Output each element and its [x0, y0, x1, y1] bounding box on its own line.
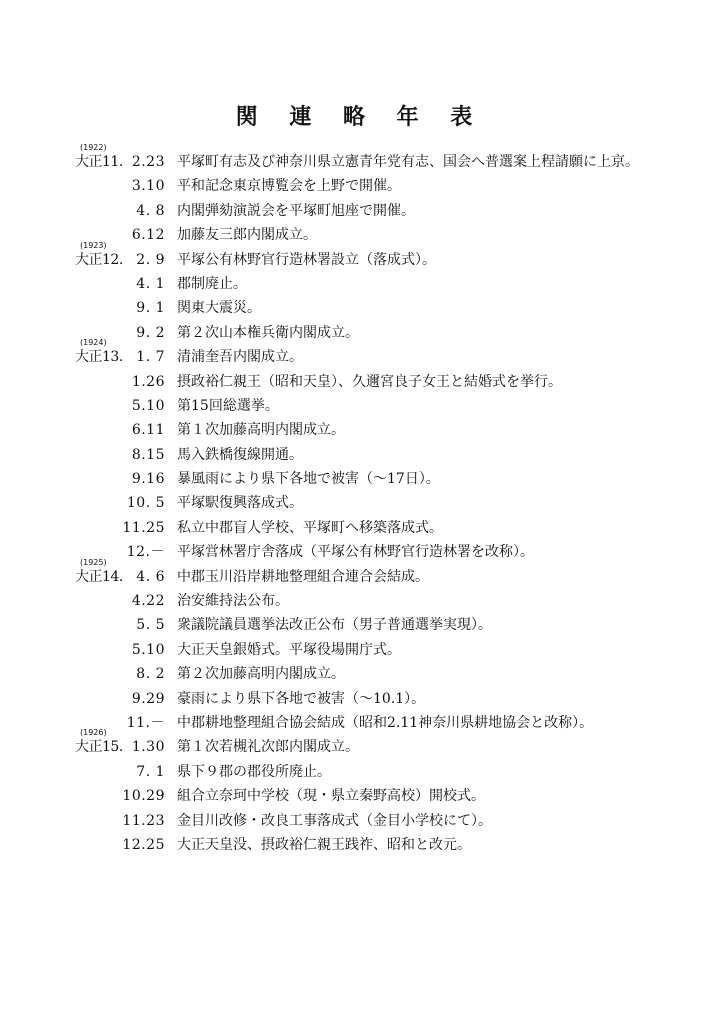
entry-date: 9.16: [131, 471, 165, 488]
western-year-label: (1925): [80, 557, 107, 567]
entry-event: 平塚営林署庁舎落成（平塚公有林野官行造林署を改称）。: [177, 544, 534, 561]
entry-event: 県下９郡の郡役所廃止。: [177, 763, 331, 780]
western-year-label: (1922): [80, 143, 107, 152]
entry-event: 平塚町有志及び神奈川県立憲青年党有志、国会へ普選案上程請願に上京。: [177, 154, 639, 170]
timeline-entry: [0, 728, 720, 759]
timeline-entry: [0, 809, 720, 833]
timeline-entry: [0, 199, 720, 223]
entry-date: 11.23: [122, 812, 165, 829]
entry-event: 摂政裕仁親王（昭和天皇）、久邇宮良子女王と結婚式を挙行。: [177, 373, 562, 390]
timeline-entry: [0, 687, 720, 711]
timeline-entry: [0, 272, 720, 296]
timeline-entry: [0, 296, 720, 320]
entry-date: 11.25: [122, 519, 165, 536]
timeline-entry: [0, 613, 720, 637]
entry-event: 豪雨により県下各地で被害（～10.1）。: [177, 690, 426, 707]
timeline-entry: [0, 394, 720, 418]
entry-event: 関東大震災。: [177, 300, 261, 317]
entry-event: 中郡玉川沿岸耕地整理組合連合会結成。: [177, 568, 429, 585]
entry-event: 私立中郡盲人学校、平塚町へ移築落成式。: [177, 519, 443, 536]
timeline-list: [0, 143, 720, 857]
timeline-entry: [0, 174, 720, 198]
era-year: 大正15.: [75, 739, 123, 756]
entry-event: 金目川改修・改良工事落成式（金目小学校にて）。: [177, 812, 492, 829]
entry-date: 10. 5: [126, 495, 165, 512]
era-year: 大正13.: [75, 349, 123, 366]
entry-event: 第１次若槻礼次郎内閣成立。: [177, 739, 359, 756]
timeline-entry: [0, 370, 720, 394]
entry-event: 大正天皇没、摂政裕仁親王践祚、昭和と改元。: [177, 836, 471, 853]
timeline-entry: [0, 491, 720, 515]
timeline-entry: [0, 711, 720, 738]
timeline-entry: [0, 760, 720, 784]
entry-date: 8.15: [131, 446, 165, 463]
timeline-entry: [0, 143, 720, 174]
entry-date: 12.25: [122, 836, 165, 853]
entry-date: 6.11: [131, 422, 165, 439]
entry-event: 中郡耕地整理組合協会結成（昭和2.11神奈川県耕地協会と改称）。: [177, 714, 594, 731]
timeline-entry: [0, 516, 720, 540]
entry-event: 第15回総選挙。: [177, 397, 279, 414]
page-title: 関 連 略 年 表: [235, 105, 485, 130]
era-year: 大正11.: [75, 154, 123, 170]
entry-event: 大正天皇銀婚式。平塚役場開庁式。: [177, 641, 401, 658]
entry-date: 2.23: [131, 154, 165, 170]
entry-event: 清浦奎吾内閣成立。: [177, 349, 303, 366]
entry-date: 4.22: [131, 593, 165, 610]
entry-event: 第１次加藤高明内閣成立。: [177, 422, 345, 439]
entry-event: 暴風雨により県下各地で被害（～17日）。: [177, 471, 440, 488]
entry-date: 8. 2: [136, 666, 165, 683]
timeline-entry: [0, 784, 720, 808]
entry-date: 4. 6: [136, 568, 165, 585]
entry-date: 4. 1: [136, 275, 165, 292]
timeline-entry: [0, 557, 720, 589]
entry-event: 郡制廃止。: [177, 275, 247, 292]
timeline-entry: [0, 321, 720, 348]
timeline-entry: [0, 418, 720, 442]
entry-date: 9.29: [131, 690, 165, 707]
entry-event: 治安維持法公布。: [177, 593, 289, 610]
entry-date: 5.10: [131, 641, 165, 658]
era-year: 大正12.: [75, 251, 123, 268]
era-year: 大正14.: [75, 568, 123, 585]
entry-event: 組合立奈珂中学校（現・県立秦野高校）開校式。: [177, 788, 485, 805]
entry-date: 9. 2: [136, 324, 165, 341]
western-year-label: (1926): [80, 728, 107, 738]
timeline-entry: [0, 833, 720, 857]
timeline-entry: [0, 338, 720, 369]
timeline-entry: [0, 467, 720, 491]
entry-date: 7. 1: [136, 763, 165, 780]
entry-date: 12.－: [126, 544, 165, 561]
timeline-entry: [0, 662, 720, 686]
entry-event: 加藤友三郎内閣成立。: [177, 227, 317, 244]
entry-date: 5.10: [131, 397, 165, 414]
timeline-entry: [0, 589, 720, 613]
entry-date: 1. 7: [136, 349, 165, 366]
timeline-entry: [0, 223, 720, 247]
entry-date: 3.10: [131, 178, 165, 195]
entry-event: 衆議院議員選挙法改正公布（男子普通選挙実現）。: [177, 617, 492, 634]
entry-event: 平塚公有林野官行造林署設立（落成式）。: [177, 251, 436, 268]
entry-event: 第２次加藤高明内閣成立。: [177, 666, 345, 683]
entry-date: 9. 1: [136, 300, 165, 317]
entry-date: 4. 8: [136, 202, 165, 219]
entry-event: 平塚駅復興落成式。: [177, 495, 303, 512]
entry-date: 10.29: [122, 788, 165, 805]
entry-event: 平和記念東京博覧会を上野で開催。: [177, 178, 401, 195]
entry-date: 1.26: [131, 373, 165, 390]
entry-event: 内閣弾劾演説会を平塚町旭座で開催。: [177, 202, 415, 219]
timeline-entry: [0, 240, 720, 272]
entry-date: 5. 5: [136, 617, 165, 634]
entry-date: 1.30: [131, 739, 165, 756]
entry-event: 馬入鉄橋復線開通。: [177, 446, 303, 463]
timeline-entry: [0, 443, 720, 467]
entry-date: 6.12: [131, 227, 165, 244]
timeline-entry: [0, 638, 720, 662]
western-year-label: (1923): [80, 240, 107, 250]
timeline-entry: [0, 540, 720, 564]
western-year-label: (1924): [80, 338, 107, 348]
entry-date: 2. 9: [136, 251, 165, 268]
entry-date: 11.－: [126, 714, 165, 731]
entry-event: 第２次山本権兵衛内閣成立。: [177, 324, 359, 341]
